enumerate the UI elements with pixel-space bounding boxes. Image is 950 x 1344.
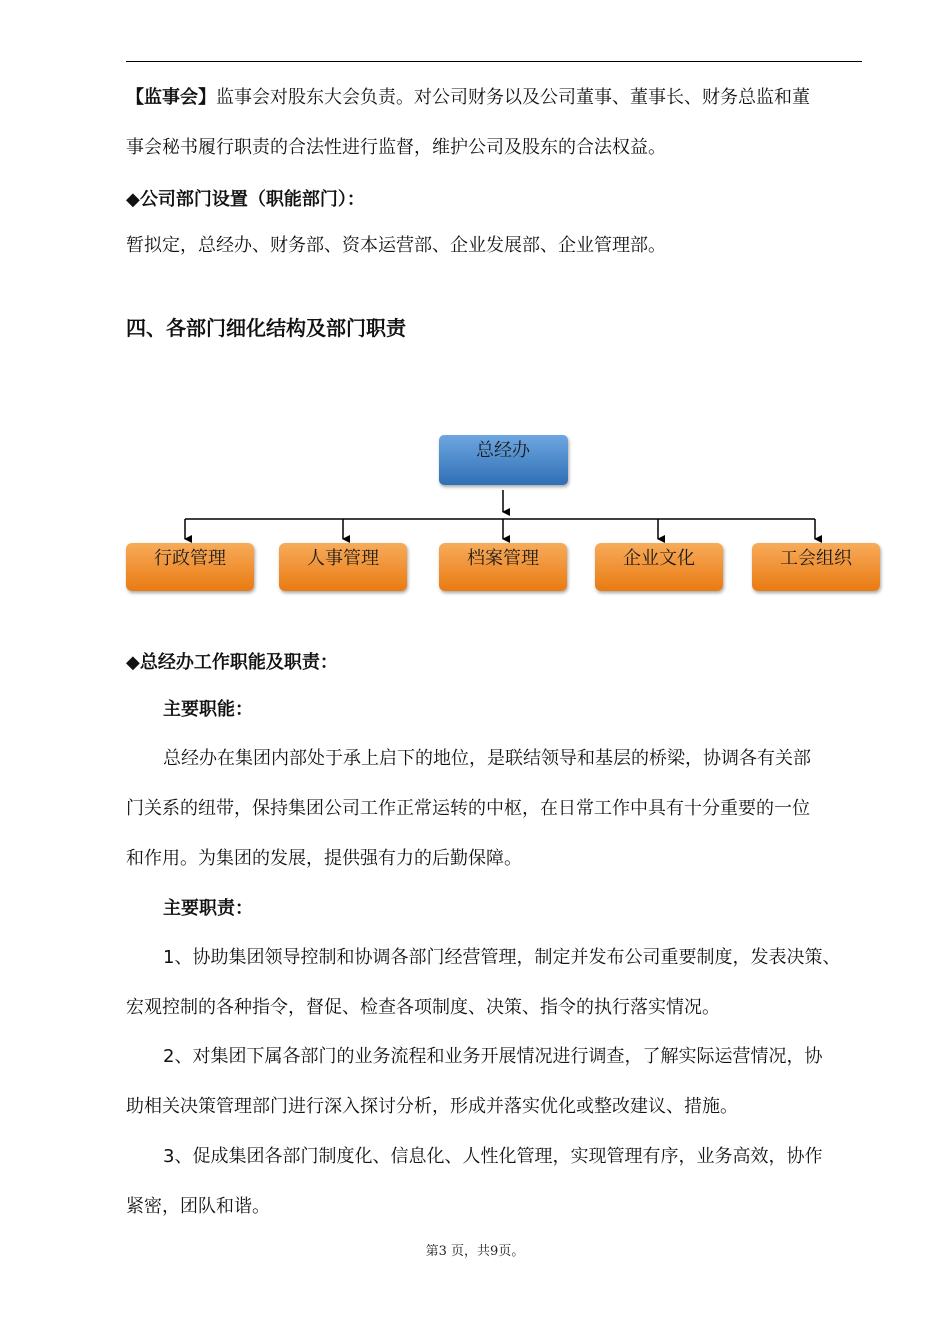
org-connectors [185,490,815,539]
org-chart [0,0,950,620]
org-child-label-2: 人事管理 [307,548,379,569]
duties-title: 主要职责： [163,898,253,919]
org-root-node [439,435,568,485]
org-child-node-2 [279,543,407,591]
functions-line2: 门关系的纽带，保持集团公司工作正常运转的中枢，在日常工作中具有十分重要的一位 [126,798,810,819]
duty3-line1: 3、促成集团各部门制度化、信息化、人性化管理，实现管理有序，业务高效，协作 [163,1146,823,1167]
section4-heading: 四、各部门细化结构及部门职责 [126,316,406,340]
org-child-label-1: 行政管理 [154,548,226,569]
duty3-line2: 紧密，团队和谐。 [126,1196,270,1217]
org-child-node-1 [126,543,254,591]
functions-title: 主要职能： [163,699,253,720]
duty1-line2: 宏观控制的各种指令，督促、检查各项制度、决策、指令的执行落实情况。 [126,997,720,1018]
org-root-label: 总经办 [476,440,530,461]
org-child-label-4: 企业文化 [623,548,695,569]
functions-line1: 总经办在集团内部处于承上启下的地位，是联结领导和基层的桥梁，协调各有关部 [163,748,811,769]
supervisors-text-line1: 监事会对股东大会负责。对公司财务以及公司董事、董事长、财务总监和董 [216,87,810,108]
org-child-node-5 [752,543,880,591]
duty1-line1: 1、协助集团领导控制和协调各部门经营管理，制定并发布公司重要制度，发表决策、 [163,947,841,968]
office-heading: ◆总经办工作职能及职责： [126,652,338,673]
org-child-label-5: 工会组织 [780,548,852,569]
org-child-node-3 [439,543,567,591]
departments-list: 暂拟定，总经办、财务部、资本运营部、企业发展部、企业管理部。 [126,235,666,256]
supervisors-title: 【监事会】 [126,87,216,108]
departments-heading: ◆公司部门设置（职能部门）： [126,189,365,210]
supervisors-text-line2: 事会秘书履行职责的合法性进行监督，维护公司及股东的合法权益。 [126,137,666,158]
functions-line3: 和作用。为集团的发展，提供强有力的后勤保障。 [126,848,522,869]
org-child-label-3: 档案管理 [467,548,539,569]
duty2-line1: 2、对集团下属各部门的业务流程和业务开展情况进行调查，了解实际运营情况，协 [163,1046,823,1067]
page-footer: 第3 页，共9页。 [425,1244,525,1259]
org-child-node-4 [595,543,723,591]
duty2-line2: 助相关决策管理部门进行深入探讨分析，形成并落实优化或整改建议、措施。 [126,1096,738,1117]
